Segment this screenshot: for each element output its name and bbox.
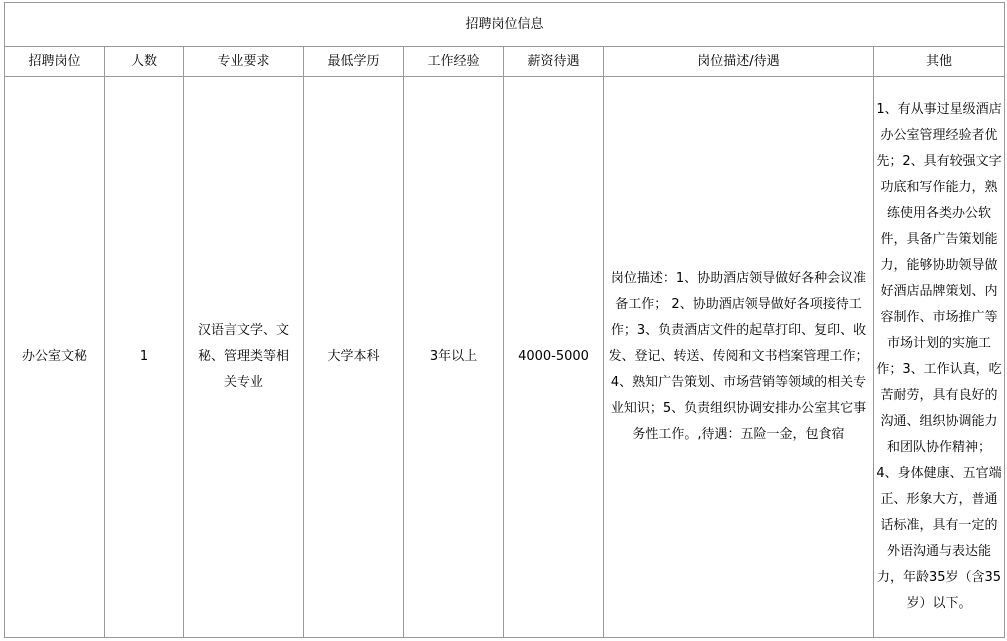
header-education: 最低学历: [304, 47, 404, 77]
cell-position: 办公室文秘: [5, 77, 105, 638]
header-count: 人数: [105, 47, 184, 77]
cell-description: 岗位描述：1、协助酒店领导做好各种会议准备工作； 2、协助酒店领导做好各项接待工作；3、负责酒店文件的起草打印、复印、收发、登记、转送、传阅和文书档案管理工作； 4、熟知广告策划、市场营销等领域的相关专业知识；5、负责组织协调安排办公室其它事务性工作。,待遇：五险一金，包食宿: [604, 77, 874, 638]
header-row: [5, 47, 1005, 77]
cell-other: 1、有从事过星级酒店办公室管理经验者优先；2、具有较强文字功底和写作能力，熟练使用各类办公软件，具备广告策划能力，能够协助领导做好酒店品牌策划、内容制作、市场推广等市场计划的实施工作；3、工作认真，吃苦耐劳，具有良好的沟通、组织协调能力和团队协作精神； 4、身体健康、五官端正、形象大方，普通话标准，具有一定的外语沟通与表达能力，年龄35岁（含35岁）以下。: [874, 77, 1005, 638]
header-experience: 工作经验: [404, 47, 504, 77]
cell-education: 大学本科: [304, 77, 404, 638]
table-title: 招聘岗位信息: [5, 3, 1005, 47]
table-row: [5, 77, 1005, 638]
header-other: 其他: [874, 47, 1005, 77]
header-major: 专业要求: [184, 47, 304, 77]
header-description: 岗位描述/待遇: [604, 47, 874, 77]
cell-major: 汉语言文学、文秘、管理类等相关专业: [184, 77, 304, 638]
header-salary: 薪资待遇: [504, 47, 604, 77]
cell-salary: 4000-5000: [504, 77, 604, 638]
cell-experience: 3年以上: [404, 77, 504, 638]
header-position: 招聘岗位: [5, 47, 105, 77]
job-table: [4, 2, 1005, 638]
cell-count: 1: [105, 77, 184, 638]
